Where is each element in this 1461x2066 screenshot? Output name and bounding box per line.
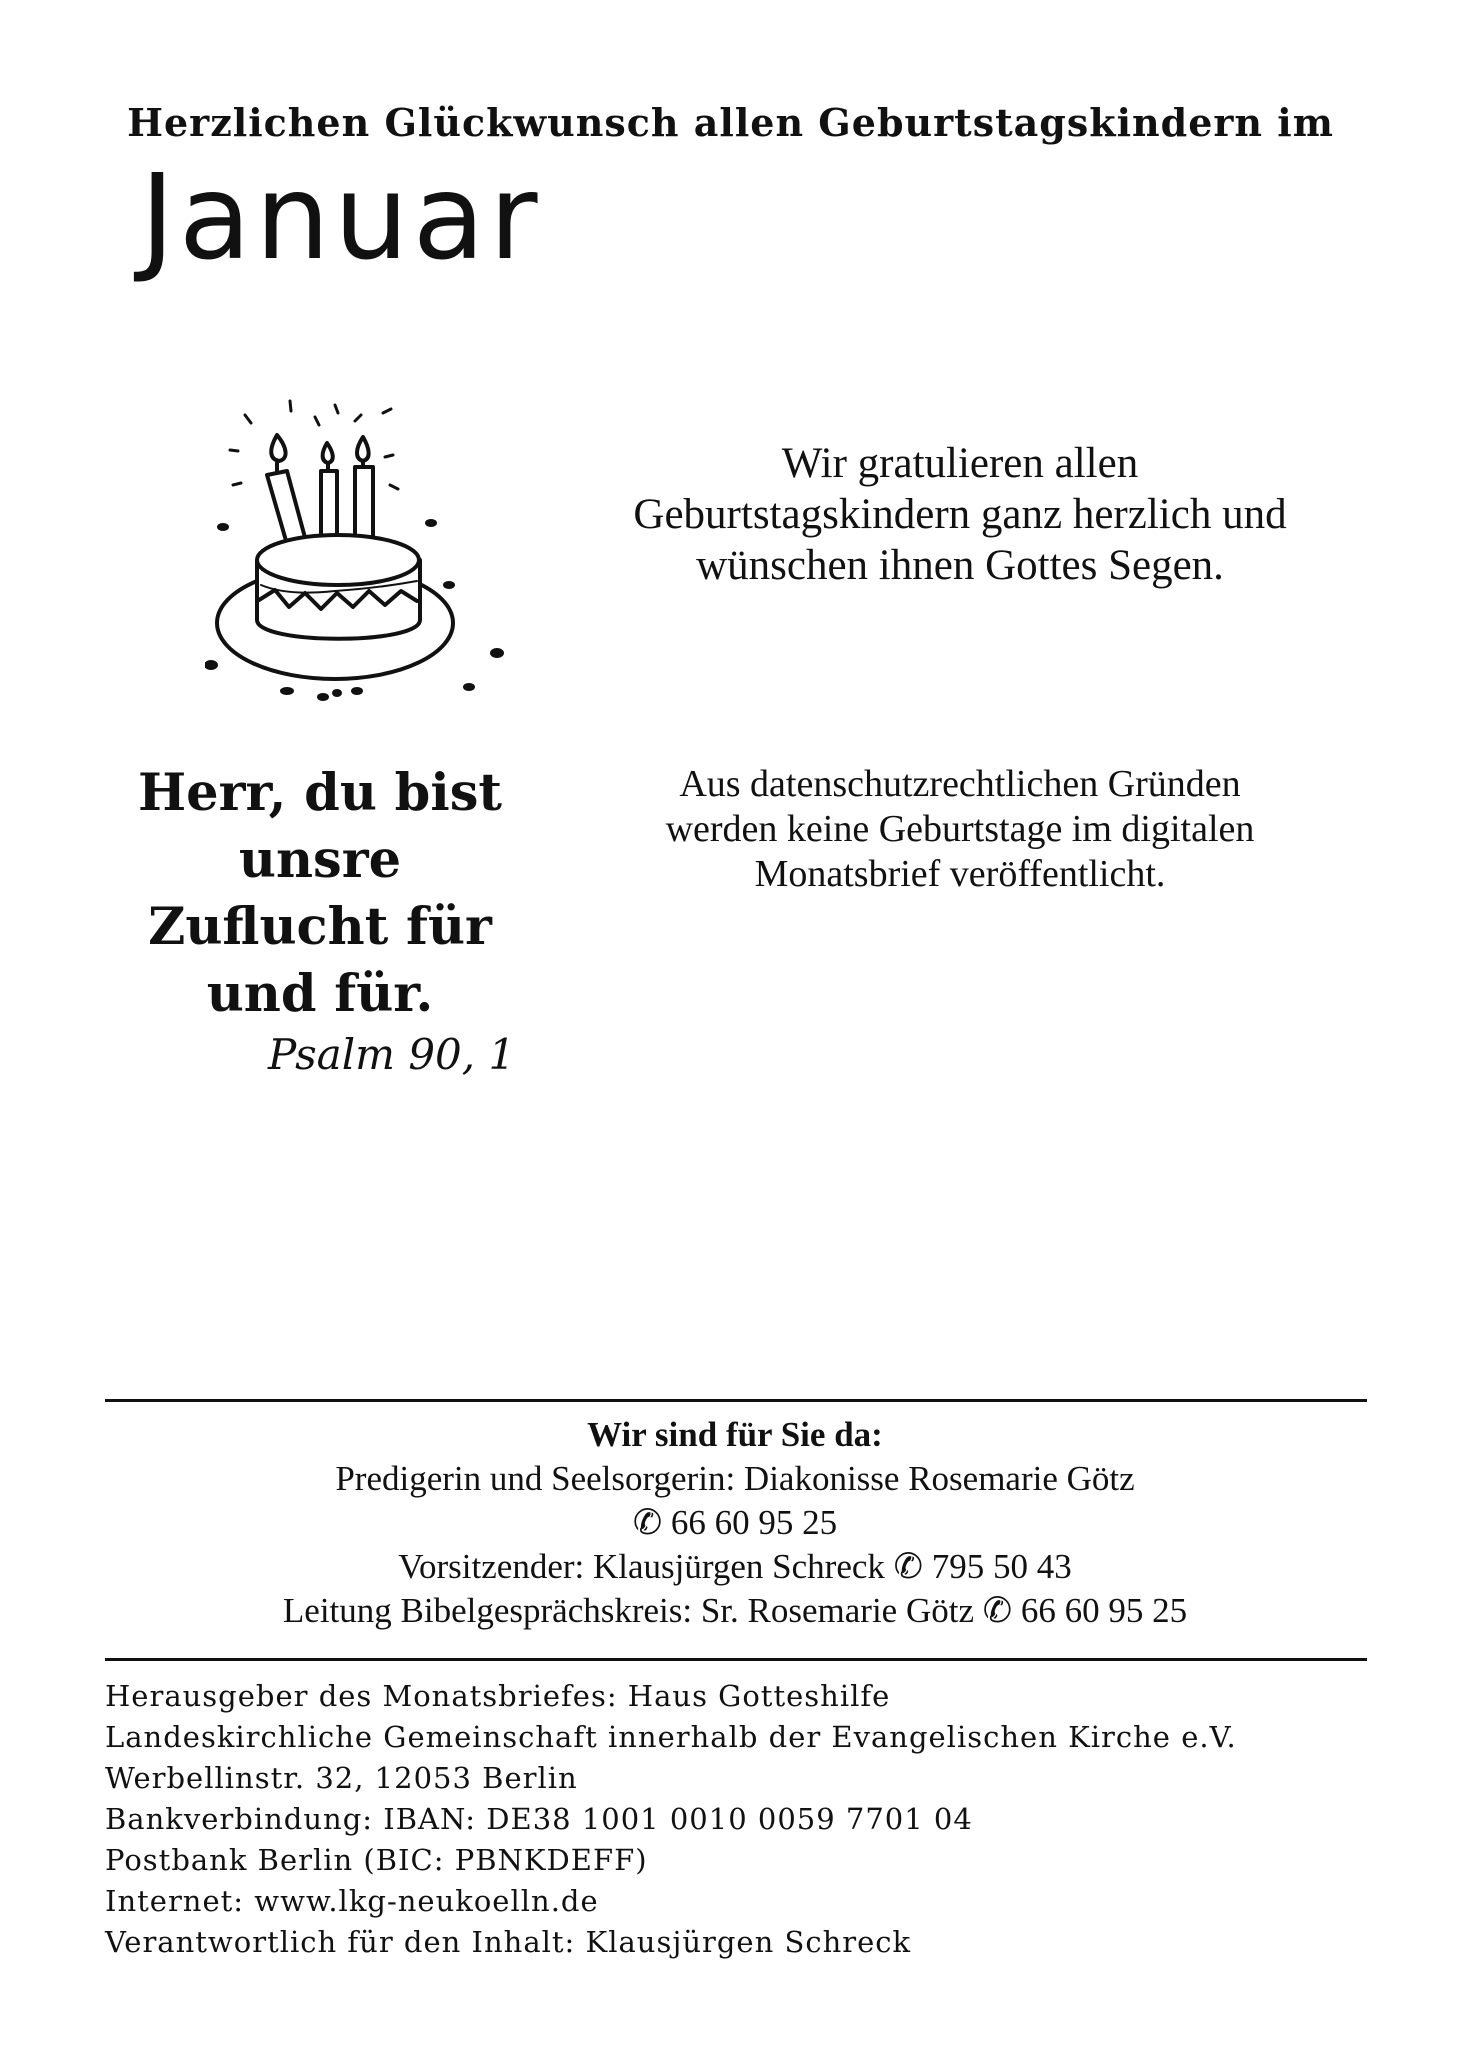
- contact-heading: Wir sind für Sie da:: [587, 1415, 883, 1454]
- footer-line: Verantwortlich für den Inhalt: Klausjürgen Schreck: [105, 1925, 912, 1959]
- footer-line: Werbellinstr. 32, 12053 Berlin: [105, 1761, 578, 1795]
- footer-link[interactable]: Internet: www.lkg-neukoelln.de: [105, 1884, 599, 1918]
- header-intro: Herzlichen Glückwunsch allen Geburtstagskindern im: [127, 100, 1334, 145]
- contact-block: [90, 1413, 1380, 1633]
- footer-line: Postbank Berlin (BIC: PBNKDEFF): [105, 1843, 648, 1877]
- verse-line: und für.: [206, 964, 434, 1024]
- birthday-cake-icon: [205, 395, 525, 715]
- divider-top: [105, 1399, 1367, 1402]
- imprint-footer: [105, 1676, 1405, 1963]
- footer-line: Herausgeber des Monatsbriefes: Haus Gotteshilfe: [105, 1679, 891, 1713]
- month-title: Januar: [140, 148, 542, 286]
- privacy-line: werden keine Geburtstage im digitalen: [665, 808, 1255, 850]
- contact-line: Vorsitzender: Klausjürgen Schreck ✆ 795 50 43: [398, 1547, 1072, 1586]
- privacy-line: Aus datenschutzrechtlichen Gründen: [679, 763, 1241, 805]
- greeting-line: wünschen ihnen Gottes Segen.: [696, 542, 1224, 589]
- bible-verse: [90, 760, 550, 1028]
- footer-line: Bankverbindung: IBAN: DE38 1001 0010 0059 7701 04: [105, 1802, 973, 1836]
- greeting-text: [540, 438, 1380, 591]
- contact-line: Leitung Bibelgesprächskreis: Sr. Rosemarie Götz ✆ 66 60 95 25: [282, 1591, 1188, 1630]
- greeting-line: Geburtstagskindern ganz herzlich und: [633, 491, 1287, 538]
- footer-line: Landeskirchliche Gemeinschaft innerhalb der Evangelischen Kirche e.V.: [105, 1720, 1237, 1754]
- verse-line: Zuflucht für: [148, 897, 492, 957]
- verse-line: unsre: [238, 830, 402, 890]
- greeting-line: Wir gratulieren allen: [781, 440, 1139, 487]
- privacy-notice: [560, 762, 1360, 897]
- privacy-line: Monatsbrief veröffentlicht.: [754, 853, 1166, 895]
- contact-line: Predigerin und Seelsorgerin: Diakonisse Rosemarie Götz: [335, 1459, 1135, 1498]
- divider-bottom: [105, 1658, 1367, 1661]
- verse-reference: Psalm 90, 1: [268, 1030, 516, 1079]
- verse-line: Herr, du bist: [138, 763, 502, 823]
- contact-line: ✆ 66 60 95 25: [632, 1503, 838, 1542]
